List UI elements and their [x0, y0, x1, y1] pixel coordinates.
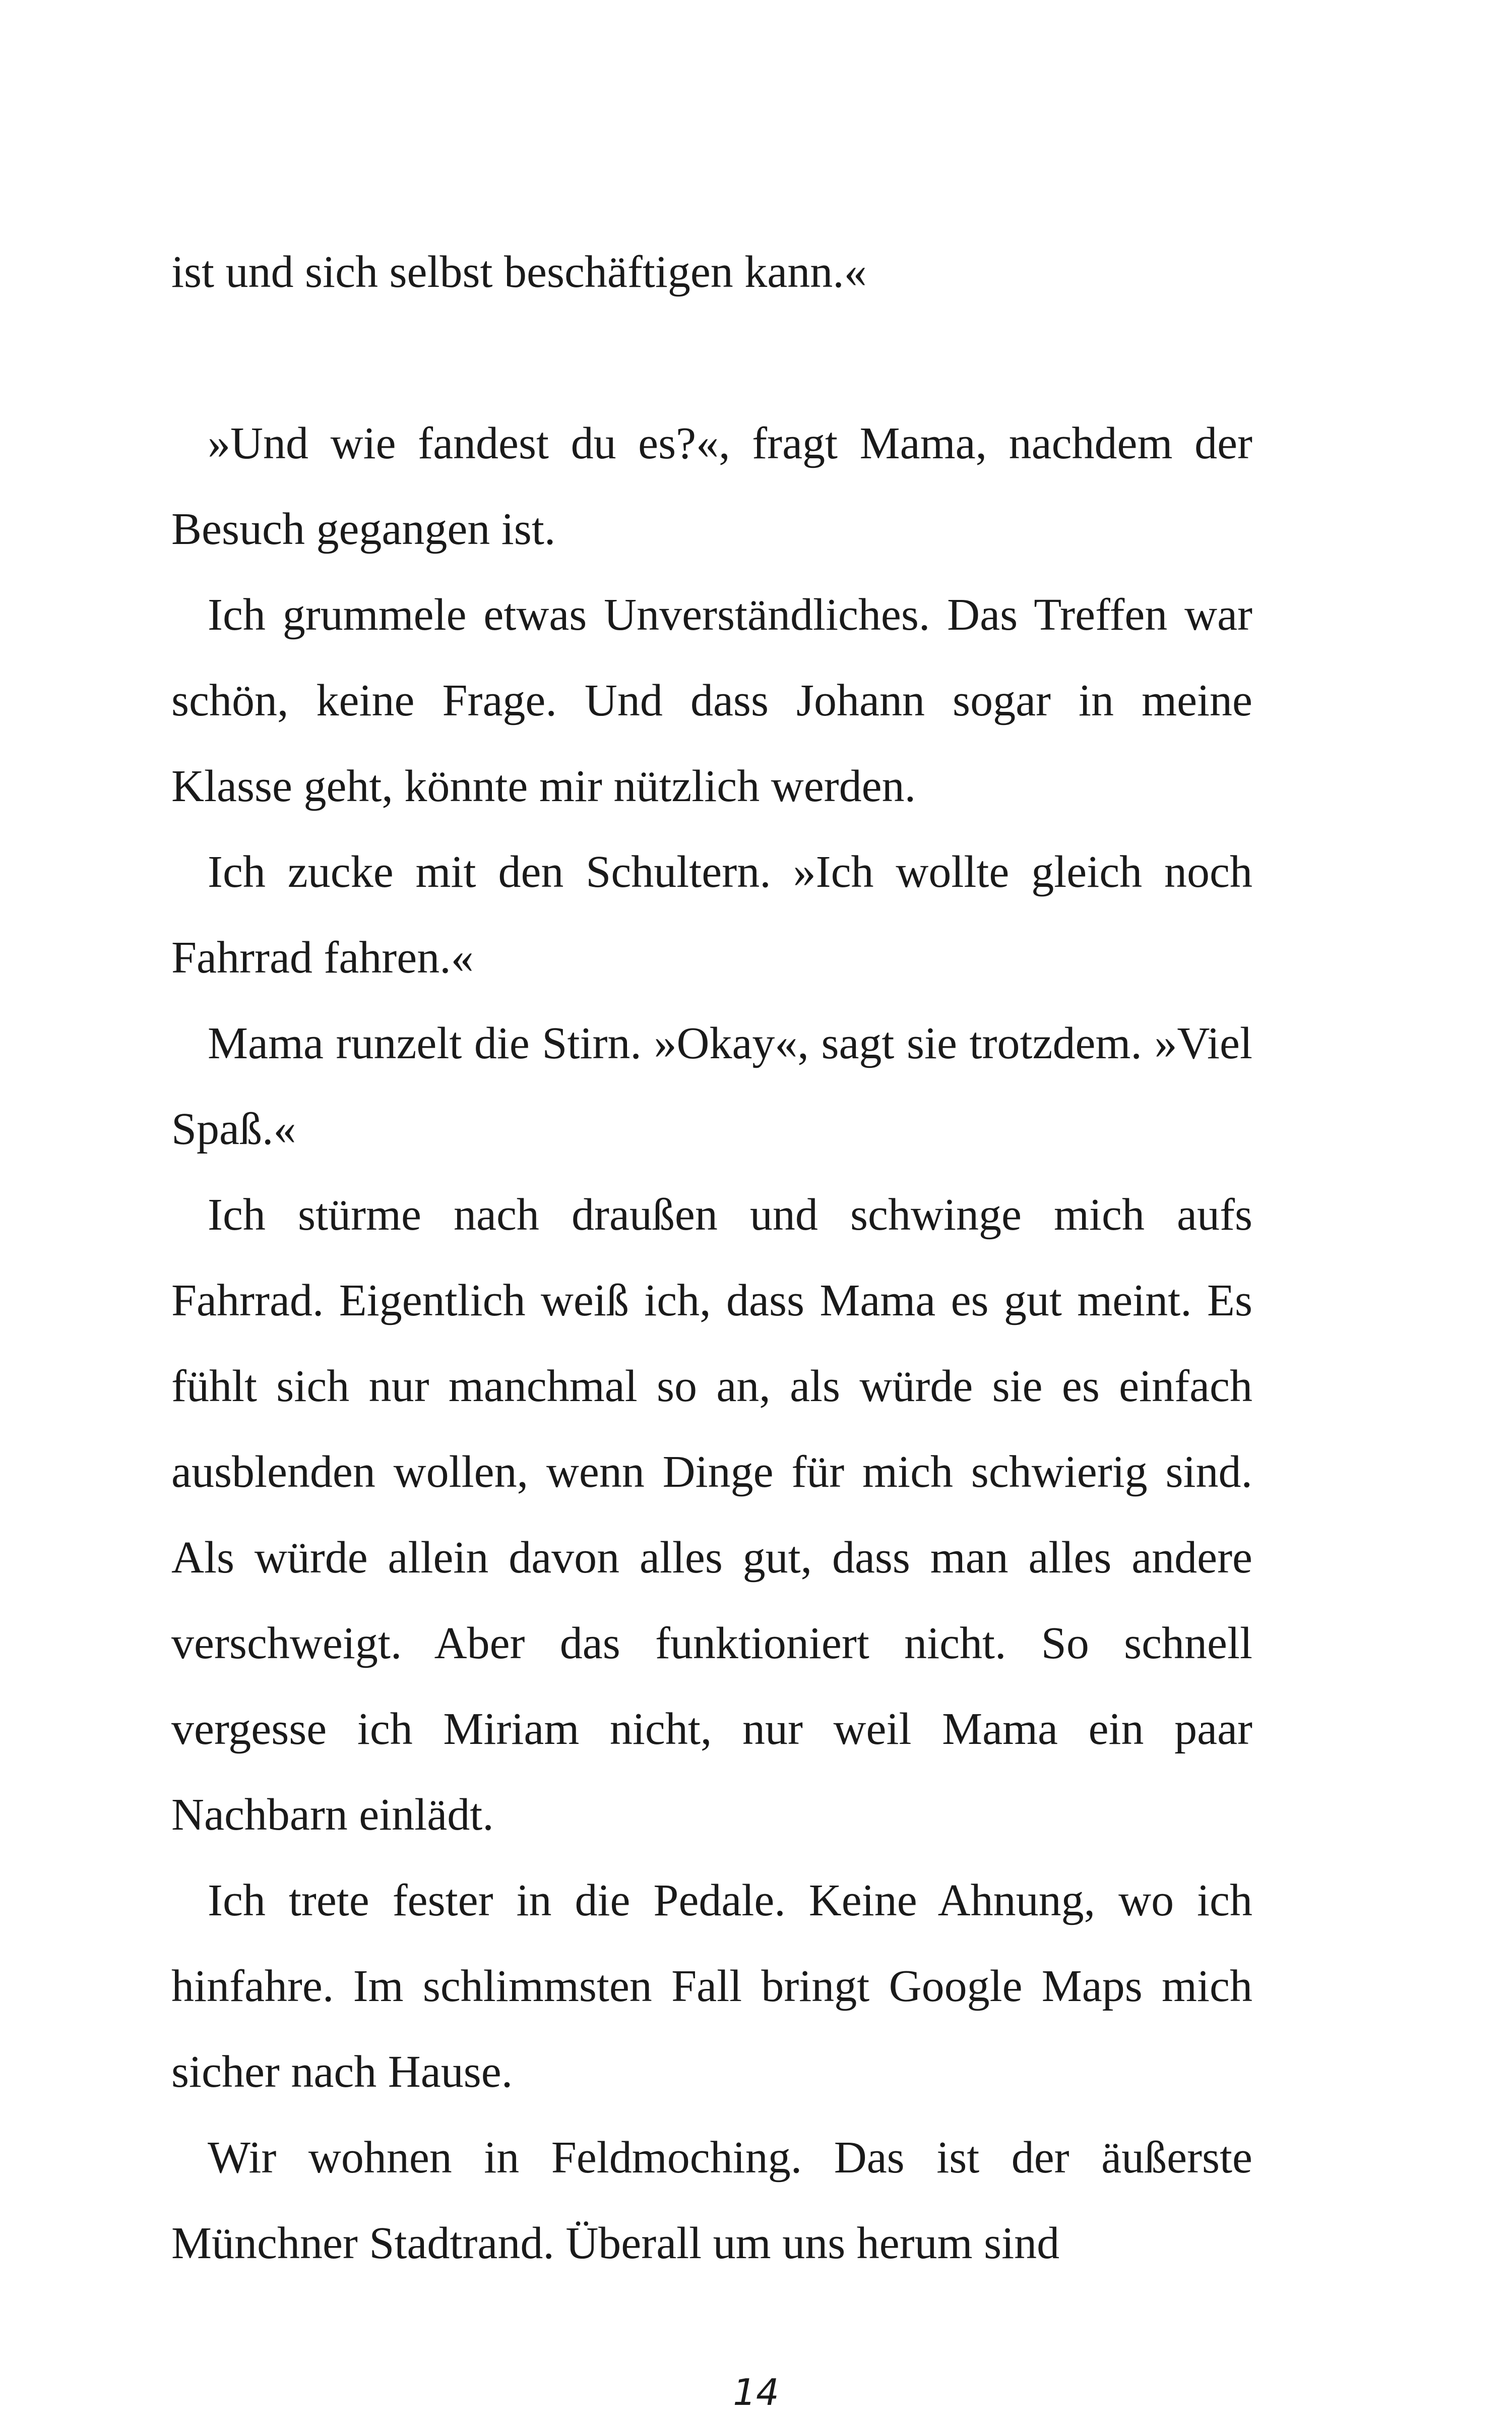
page-number: 14 — [733, 2371, 779, 2413]
body-text — [171, 229, 1252, 2286]
paragraph: Mama runzelt die Stirn. »Okay«, sagt sie trotzdem. »Viel Spaß.« — [171, 1018, 1252, 1154]
paragraph: Wir wohnen in Feldmoching. Das ist der äußerste Münchner Stadtrand. Überall um uns herum sind — [171, 2133, 1252, 2268]
paragraph: Ich zucke mit den Schultern. »Ich wollte gleich noch Fahrrad fahren.« — [171, 847, 1252, 983]
paragraph: Ich stürme nach draußen und schwinge mich aufs Fahrrad. Eigentlich weiß ich, dass Mama es gut meint. Es fühlt sich nur manchmal so an, als würde sie es einfach ausblenden wollen, wenn Dinge für mich schwierig sind. Als würde allein davon alles gut, dass man alles andere verschweigt. Aber das funktioniert nicht. So schnell vergesse ich Miriam nicht, nur weil Mama ein paar Nachbarn einlädt. — [171, 1190, 1252, 1840]
paragraph: »Und wie fandest du es?«, fragt Mama, nachdem der Besuch gegangen ist. — [171, 418, 1252, 554]
paragraph: Ich trete fester in die Pedale. Keine Ahnung, wo ich hinfahre. Im schlimmsten Fall bringt Google Maps mich sicher nach Hause. — [171, 1876, 1252, 2097]
paragraph: ist und sich selbst beschäftigen kann.« — [171, 247, 867, 297]
paragraph: Ich grummele etwas Unverständliches. Das Treffen war schön, keine Frage. Und dass Johann sogar in meine Klasse geht, könnte mir nützlich werden. — [171, 590, 1252, 811]
